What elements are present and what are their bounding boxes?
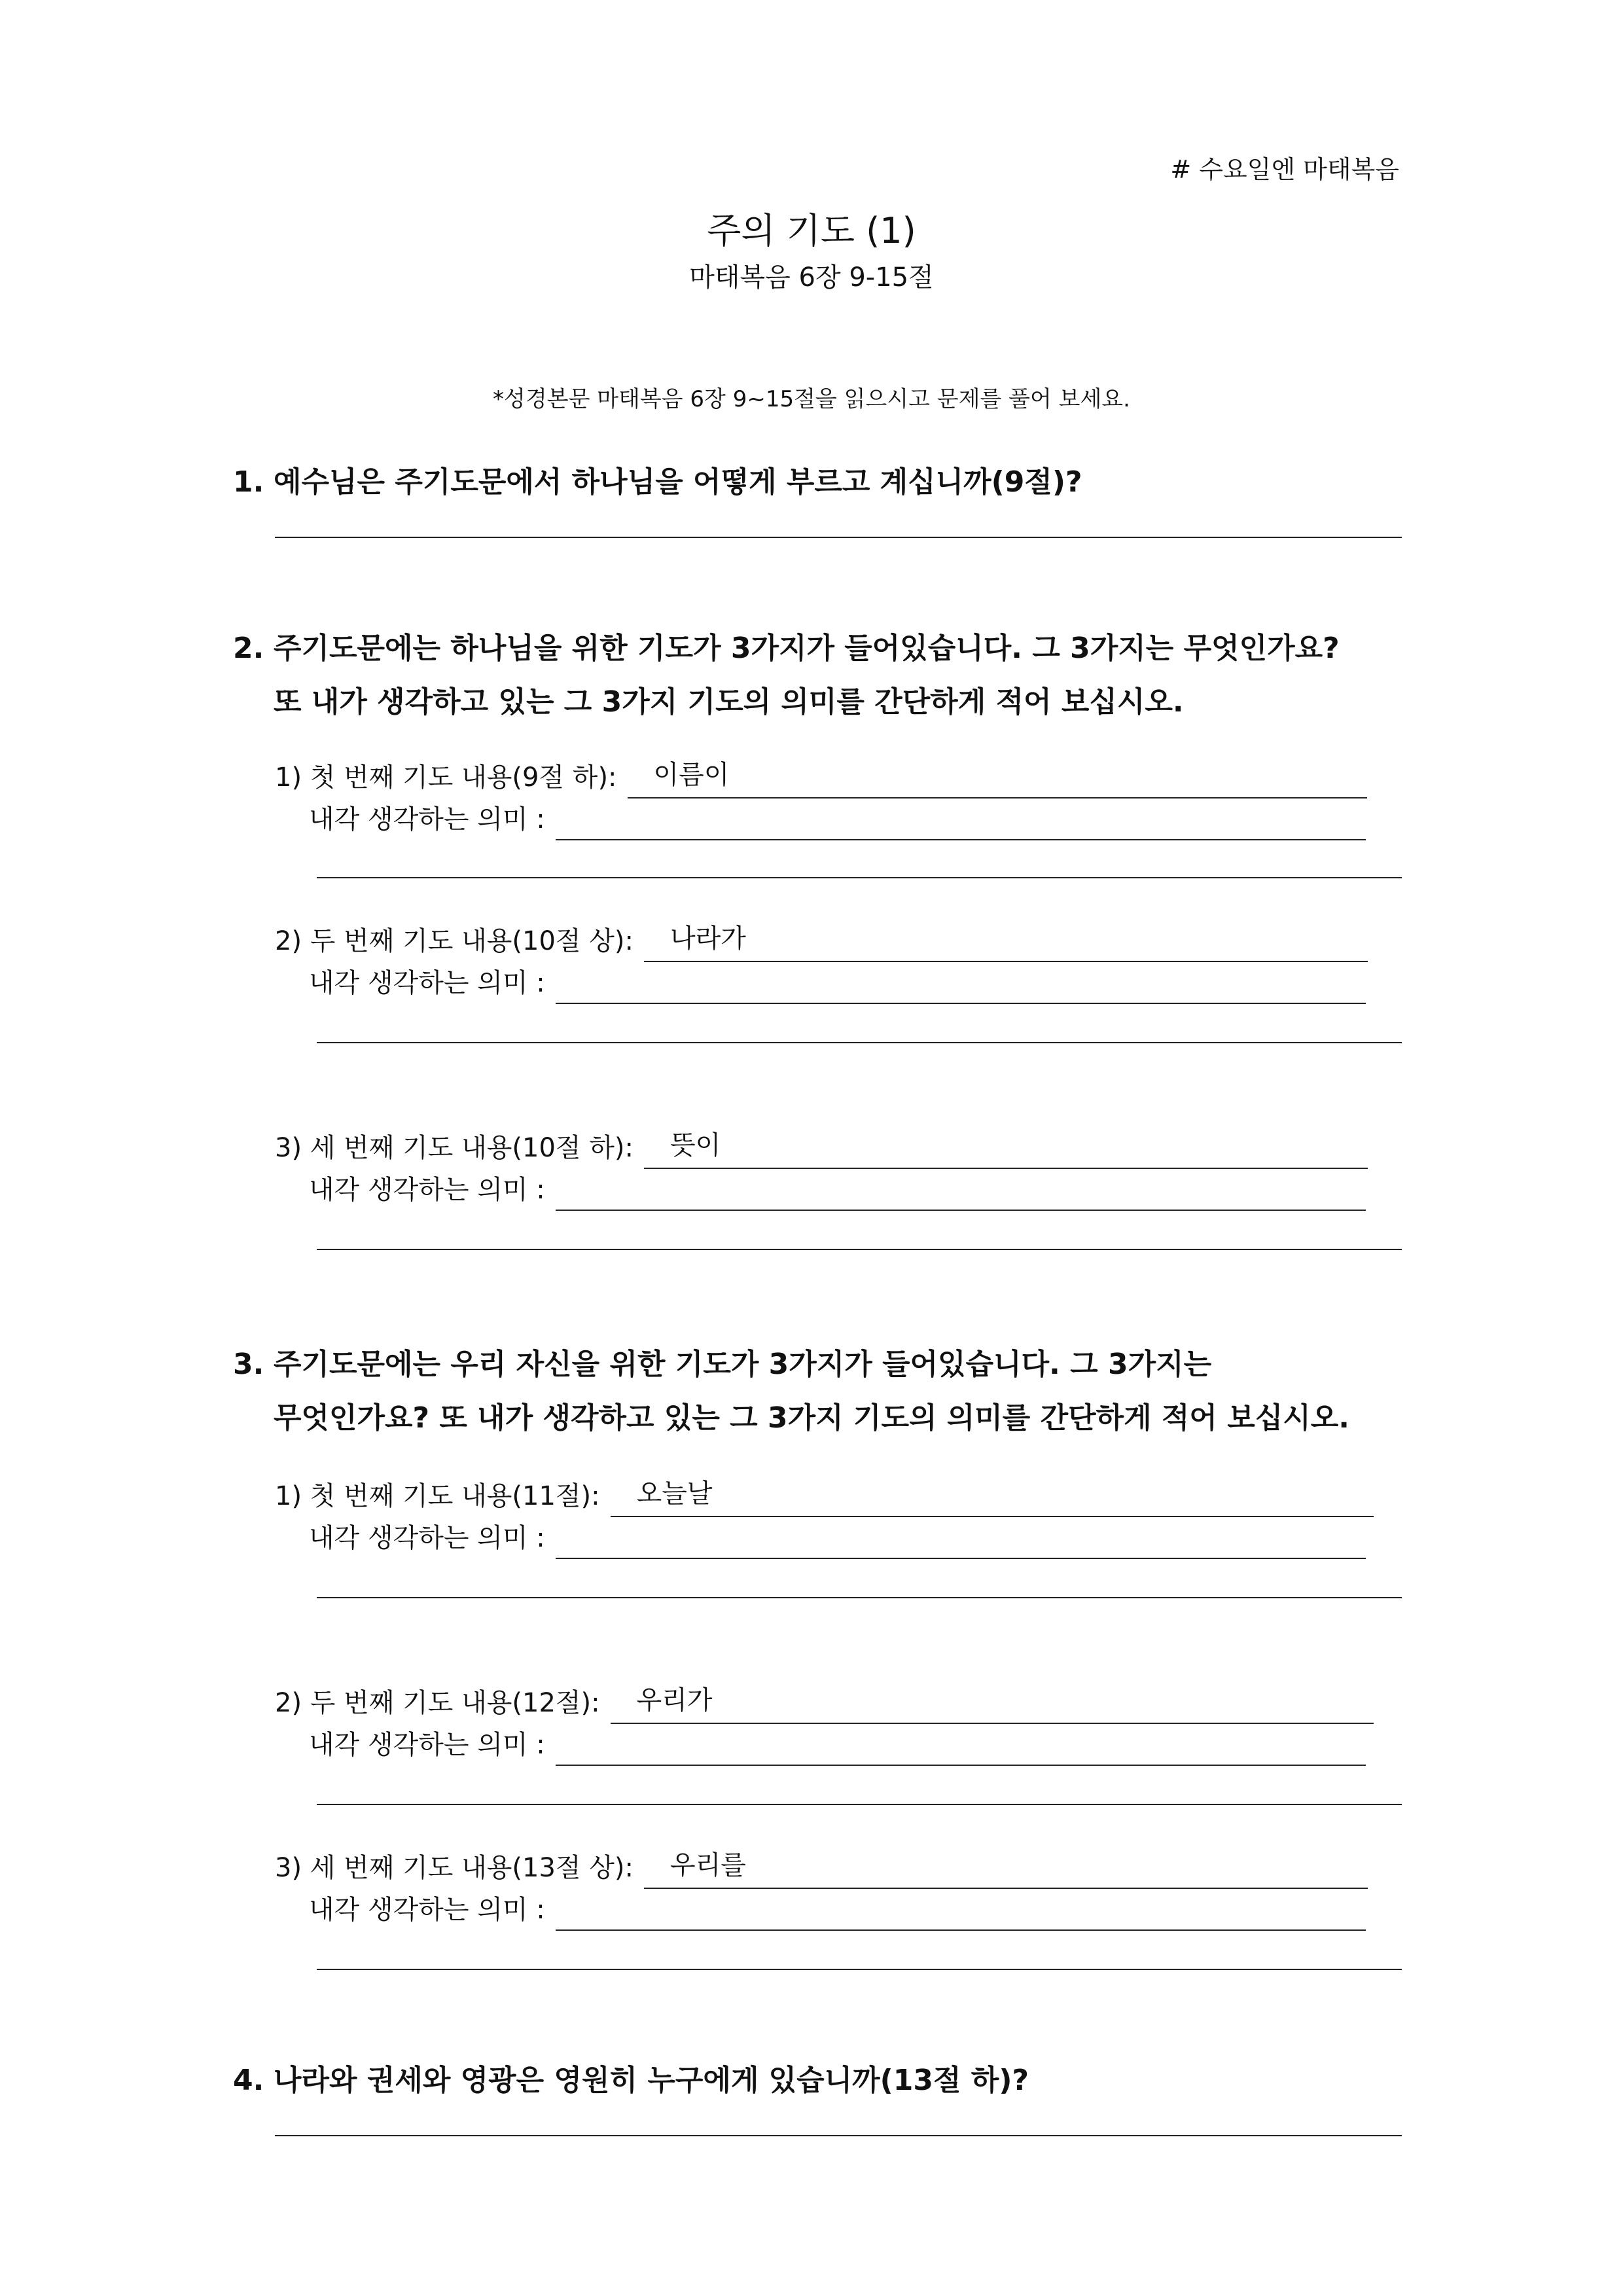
answer-field[interactable] [644, 1850, 1368, 1889]
meaning-label: 내각 생각하는 의미 : [309, 1523, 545, 1553]
instruction-text: *성경본문 마태복음 6장 9~15절을 읽으시고 문제를 풀어 보세요. [493, 386, 1130, 412]
meaning-field[interactable] [556, 969, 1366, 1004]
meaning-field[interactable] [556, 1524, 1366, 1559]
header-tag: # 수요일엔 마태복음 [1170, 155, 1399, 184]
q3-item-1 [275, 1475, 1374, 1559]
question-text: 나라와 권세와 영광은 영원히 누구에게 있습니까(13절 하)? [274, 2064, 1029, 2097]
question-2 [233, 622, 1340, 729]
meaning-extra-line[interactable] [317, 877, 1402, 878]
q2-item-3 [275, 1127, 1368, 1211]
answer-text: 오늘날 [636, 1479, 713, 1509]
answer-line-q1[interactable] [275, 537, 1402, 538]
meaning-label: 내각 생각하는 의미 : [309, 1175, 545, 1205]
question-text: 주기도문에는 우리 자신을 위한 기도가 3가지가 들어있습니다. 그 3가지는 [274, 1348, 1212, 1381]
question-text-continued: 무엇인가요? 또 내가 생각하고 있는 그 3가지 기도의 의미를 간단하게 적어 보십시오. [274, 1401, 1349, 1435]
question-number: 3. [233, 1348, 264, 1381]
meaning-label: 내각 생각하는 의미 : [309, 1730, 545, 1760]
item-label: 2) 두 번째 기도 내용(10절 상): [275, 926, 633, 956]
q2-item-1 [275, 757, 1367, 840]
meaning-field[interactable] [556, 1731, 1366, 1766]
meaning-field[interactable] [556, 805, 1366, 840]
meaning-label: 내각 생각하는 의미 : [309, 1895, 545, 1925]
question-3 [233, 1338, 1349, 1445]
question-number: 4. [233, 2064, 264, 2097]
answer-text: 뜻이 [669, 1130, 721, 1160]
answer-text: 나라가 [669, 924, 746, 954]
answer-field[interactable] [611, 1685, 1374, 1724]
meaning-label: 내각 생각하는 의미 : [309, 968, 545, 998]
q2-item-2 [275, 920, 1368, 1004]
item-label: 2) 두 번째 기도 내용(12절): [275, 1688, 600, 1718]
question-text: 예수님은 주기도문에서 하나님을 어떻게 부르고 계십니까(9절)? [274, 465, 1082, 499]
meaning-extra-line[interactable] [317, 1249, 1402, 1250]
item-label: 1) 첫 번째 기도 내용(11절): [275, 1481, 600, 1511]
meaning-field[interactable] [556, 1175, 1366, 1211]
question-1 [233, 456, 1082, 509]
meaning-extra-line[interactable] [317, 1042, 1402, 1043]
meaning-extra-line[interactable] [317, 1597, 1402, 1598]
answer-text: 우리를 [669, 1850, 746, 1880]
answer-field[interactable] [628, 760, 1367, 798]
answer-line-q4[interactable] [275, 2135, 1402, 2136]
answer-text: 우리가 [636, 1685, 713, 1715]
item-label: 3) 세 번째 기도 내용(13절 상): [275, 1853, 633, 1883]
meaning-extra-line[interactable] [317, 1804, 1402, 1805]
meaning-label: 내각 생각하는 의미 : [309, 804, 545, 834]
q3-item-3 [275, 1847, 1368, 1931]
answer-text: 이름이 [653, 760, 730, 790]
meaning-extra-line[interactable] [317, 1969, 1402, 1970]
page-title: 주의 기도 (1) [707, 210, 916, 251]
answer-field[interactable] [644, 1130, 1368, 1169]
question-text-continued: 또 내가 생각하고 있는 그 3가지 기도의 의미를 간단하게 적어 보십시오. [274, 685, 1184, 719]
item-label: 1) 첫 번째 기도 내용(9절 하): [275, 762, 617, 793]
item-label: 3) 세 번째 기도 내용(10절 하): [275, 1133, 633, 1163]
question-4 [233, 2054, 1029, 2108]
q3-item-2 [275, 1682, 1374, 1766]
meaning-field[interactable] [556, 1895, 1366, 1931]
answer-field[interactable] [611, 1479, 1374, 1517]
question-number: 1. [233, 465, 264, 499]
question-text: 주기도문에는 하나님을 위한 기도가 3가지가 들어있습니다. 그 3가지는 무엇인가요? [274, 632, 1340, 665]
page-subtitle: 마태복음 6장 9-15절 [689, 262, 934, 293]
answer-field[interactable] [644, 924, 1368, 962]
question-number: 2. [233, 632, 264, 665]
